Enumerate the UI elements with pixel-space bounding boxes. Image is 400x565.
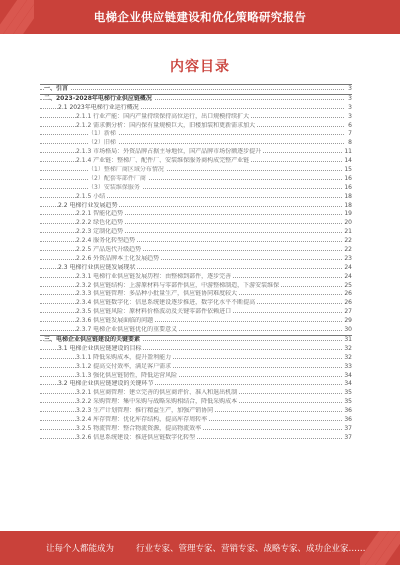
- toc-entry-label: 二、2023-2028年电梯行业供应链概况: [44, 94, 152, 102]
- toc-entry[interactable]: [40, 407, 352, 416]
- toc-entry-label: 2.2.3 定制化趋势: [76, 228, 124, 236]
- footer-decoration: [360, 531, 400, 565]
- toc-entry-label: 2.1.4 产业链：整梯厂、配件厂、安装维保服务商构成完整产业链: [76, 157, 250, 165]
- toc-entry[interactable]: [40, 175, 352, 184]
- toc-entry-label: 2.1.5 小结: [76, 192, 106, 200]
- toc-entry-label: 2.2.2 绿色化趋势: [76, 219, 124, 227]
- toc-page-number: 25: [344, 281, 352, 289]
- toc-entry[interactable]: [40, 157, 352, 166]
- toc-entry[interactable]: [40, 299, 352, 308]
- toc-entry[interactable]: [40, 273, 352, 282]
- toc-entry[interactable]: [40, 228, 352, 237]
- toc-entry-label: 3.2 电梯企业供应链建设的关键环节: [58, 380, 154, 388]
- toc-entry[interactable]: [40, 246, 352, 255]
- toc-page-number: 7: [348, 130, 352, 138]
- toc-entry[interactable]: [40, 363, 352, 372]
- toc-heading: 内容目录: [170, 59, 230, 75]
- toc-leader-dots: [40, 134, 344, 135]
- toc-page-number: 3: [348, 94, 352, 102]
- toc-entry-label: 2.1.1 行业产能：国内产量持续保持高位运行，出口规模持续扩大: [76, 112, 250, 120]
- toc-page-number: 18: [344, 201, 352, 209]
- toc-entry-label: 2.1.2 需求侧分析：国内保有量规模巨大，旧楼加装和更新需求加大: [76, 121, 256, 129]
- toc-entry-label: 3.2.2 采购管理：集中采购与战略采购相结合，降低采购成本: [76, 398, 238, 406]
- toc-entry-label: 2.2.1 智能化趋势: [76, 210, 124, 218]
- toc-entry-label: 2.1.3 市场格局：外资品牌占据主导地位，国产品牌市场份额逐步提升: [76, 148, 262, 156]
- toc-entry-label: 3.1 电梯企业供应链建设的目标: [58, 344, 142, 352]
- toc-entry[interactable]: [40, 148, 352, 157]
- toc-entry[interactable]: [40, 122, 352, 131]
- toc-entry-label: （1）整梯厂商区域分布情况: [88, 166, 164, 174]
- toc-entry[interactable]: [40, 425, 352, 434]
- toc-page-number: 33: [344, 362, 352, 370]
- toc-page-number: 18: [344, 192, 352, 200]
- toc-entry-label: 2.3.4 供应链数字化：信息系统建设逐步推进，数字化水平不断提高: [76, 299, 256, 307]
- toc-entry[interactable]: [40, 166, 352, 175]
- toc-entry-label: 2.3.5 供应链风险：原材料价格波动及关键零部件依赖进口: [76, 308, 232, 316]
- toc-entry-label: （2）旧梯: [88, 139, 116, 147]
- toc-page-number: 11: [344, 148, 352, 156]
- toc-entry[interactable]: [40, 290, 352, 299]
- toc-page-number: 34: [344, 380, 352, 388]
- toc-page-number: 3: [348, 103, 352, 111]
- toc-entry[interactable]: [40, 104, 352, 113]
- footer-slogan-right: 行业专家、管理专家、营销专家、战略专家、成功企业家……: [136, 544, 366, 554]
- toc-entry-label: 2.3.6 供应链发展面临的问题: [76, 317, 154, 325]
- toc-entry-label: 2.3.7 电梯企业供应链优化的重要意义: [76, 326, 178, 334]
- toc-entry-label: 一、引言: [44, 85, 69, 92]
- toc-page-number: 32: [344, 344, 352, 352]
- toc-entry[interactable]: [40, 326, 352, 335]
- toc-page-number: 19: [344, 210, 352, 218]
- footer-slogan-left: 让每个人都能成为: [46, 544, 115, 554]
- toc-page-number: 36: [344, 407, 352, 415]
- toc-leader-dots: [40, 179, 344, 180]
- toc-entry-label: 2.2 电梯行业发展趋势: [58, 201, 118, 209]
- page-footer: [0, 531, 400, 565]
- toc-page-number: 35: [344, 389, 352, 397]
- toc-page-number: 26: [344, 290, 352, 298]
- toc-entry-label: 2.3.1 电梯行业供应链发展历程：由整梯到部件，逐步完善: [76, 272, 232, 280]
- toc-entry[interactable]: [40, 210, 352, 219]
- toc-page-number: 22: [344, 246, 352, 254]
- page-header: [0, 0, 400, 34]
- toc-entry-label: （2）配套零部件厂商: [88, 174, 146, 182]
- toc-leader-dots: [40, 143, 344, 144]
- toc-entry-label: 2.2.4 服务化转型趋势: [76, 237, 136, 245]
- toc-entry-label: 3.1.3 强化供应链韧性，降低运营风险: [76, 371, 178, 379]
- report-title: 电梯企业供应链建设和优化策略研究报告: [93, 10, 307, 24]
- toc-entry[interactable]: [40, 264, 352, 273]
- table-of-contents: [40, 84, 352, 443]
- toc-page-number: 37: [344, 433, 352, 441]
- toc-page-number: 24: [344, 263, 352, 271]
- toc-entry-label: 3.2.4 库存管理：优化库存结构，提高库存周转率: [76, 415, 208, 423]
- toc-entry-label: 2.3 电梯行业供应链发展现状: [58, 263, 136, 271]
- toc-page-number: 3: [348, 85, 352, 92]
- toc-page-number: 29: [344, 317, 352, 325]
- toc-page-number: 16: [344, 174, 352, 182]
- toc-entry[interactable]: [40, 434, 352, 443]
- toc-entry[interactable]: [40, 219, 352, 228]
- toc-entry[interactable]: [40, 113, 352, 122]
- toc-entry[interactable]: [40, 335, 352, 345]
- toc-entry[interactable]: [40, 308, 352, 317]
- toc-page-number: 31: [344, 335, 352, 343]
- toc-leader-dots: [40, 188, 344, 189]
- toc-page-number: 22: [344, 237, 352, 245]
- toc-page-number: 35: [344, 398, 352, 406]
- toc-entry[interactable]: [40, 345, 352, 354]
- toc-entry-label: 2.3.3 供应链管理：多品种小批量生产，供应链协同难度较大: [76, 290, 238, 298]
- toc-entry-label: 3.2.5 物流管理：整合物流资源，提高物流效率: [76, 424, 202, 432]
- toc-page-number: 15: [344, 166, 352, 174]
- toc-entry-label: 三、电梯企业供应链建设的关键要素: [44, 335, 141, 343]
- toc-page-number: 3: [348, 112, 352, 120]
- toc-entry[interactable]: [40, 282, 352, 291]
- toc-entry[interactable]: [40, 354, 352, 363]
- toc-entry-label: 2.2.5 产品迭代升级趋势: [76, 246, 142, 254]
- toc-page-number: 30: [344, 326, 352, 334]
- toc-entry[interactable]: [40, 84, 352, 94]
- toc-page-number: 23: [344, 254, 352, 262]
- toc-entry[interactable]: [40, 416, 352, 425]
- toc-entry[interactable]: [40, 202, 352, 211]
- toc-entry[interactable]: [40, 380, 352, 389]
- toc-entry[interactable]: [40, 317, 352, 326]
- toc-leader-dots: [40, 89, 344, 90]
- toc-entry-label: 3.2.1 供应商管理：建立完善的供应商评价、准入和退出机制: [76, 389, 238, 397]
- toc-entry[interactable]: [40, 237, 352, 246]
- toc-entry-label: 2.3.2 供应链结构：上游原材料与零部件供应，中游整梯制造，下游安装维保: [76, 281, 280, 289]
- toc-entry[interactable]: [40, 184, 352, 193]
- toc-entry-label: 3.2.3 生产计划管理：推行精益生产，加强产销协同: [76, 407, 214, 415]
- toc-leader-dots: [40, 170, 344, 171]
- toc-entry-label: （1）新梯: [88, 130, 116, 138]
- toc-entry[interactable]: [40, 255, 352, 264]
- toc-page-number: 32: [344, 353, 352, 361]
- toc-page-number: 24: [344, 272, 352, 280]
- toc-entry[interactable]: [40, 130, 352, 139]
- toc-page-number: 26: [344, 299, 352, 307]
- toc-page-number: 21: [344, 228, 352, 236]
- toc-entry-label: 3.2.6 信息系统建设：推进供应链数字化转型: [76, 433, 196, 441]
- toc-page-number: 20: [344, 219, 352, 227]
- toc-entry-label: （3）安装维保服务: [88, 183, 140, 191]
- toc-entry[interactable]: [40, 389, 352, 398]
- toc-entry[interactable]: [40, 193, 352, 202]
- toc-page-number: 6: [348, 121, 352, 129]
- toc-entry-label: 3.1.2 提高交付效率，满足客户需求: [76, 362, 172, 370]
- toc-page-number: 37: [344, 424, 352, 432]
- toc-entry[interactable]: [40, 372, 352, 381]
- toc-page-number: 36: [344, 415, 352, 423]
- toc-page-number: 8: [348, 139, 352, 147]
- toc-entry[interactable]: [40, 139, 352, 148]
- toc-entry-label: 3.1.1 降低采购成本，提升盈利能力: [76, 353, 172, 361]
- toc-page-number: 34: [344, 371, 352, 379]
- toc-page-number: 16: [344, 183, 352, 191]
- toc-entry-label: 2.2.6 外资品牌本土化发展趋势: [76, 254, 160, 262]
- toc-entry-label: 2.1 2023年电梯行业运行概况: [58, 103, 139, 111]
- toc-page-number: 14: [344, 157, 352, 165]
- toc-entry[interactable]: [40, 398, 352, 407]
- toc-page-number: 27: [344, 308, 352, 316]
- toc-entry[interactable]: [40, 94, 352, 104]
